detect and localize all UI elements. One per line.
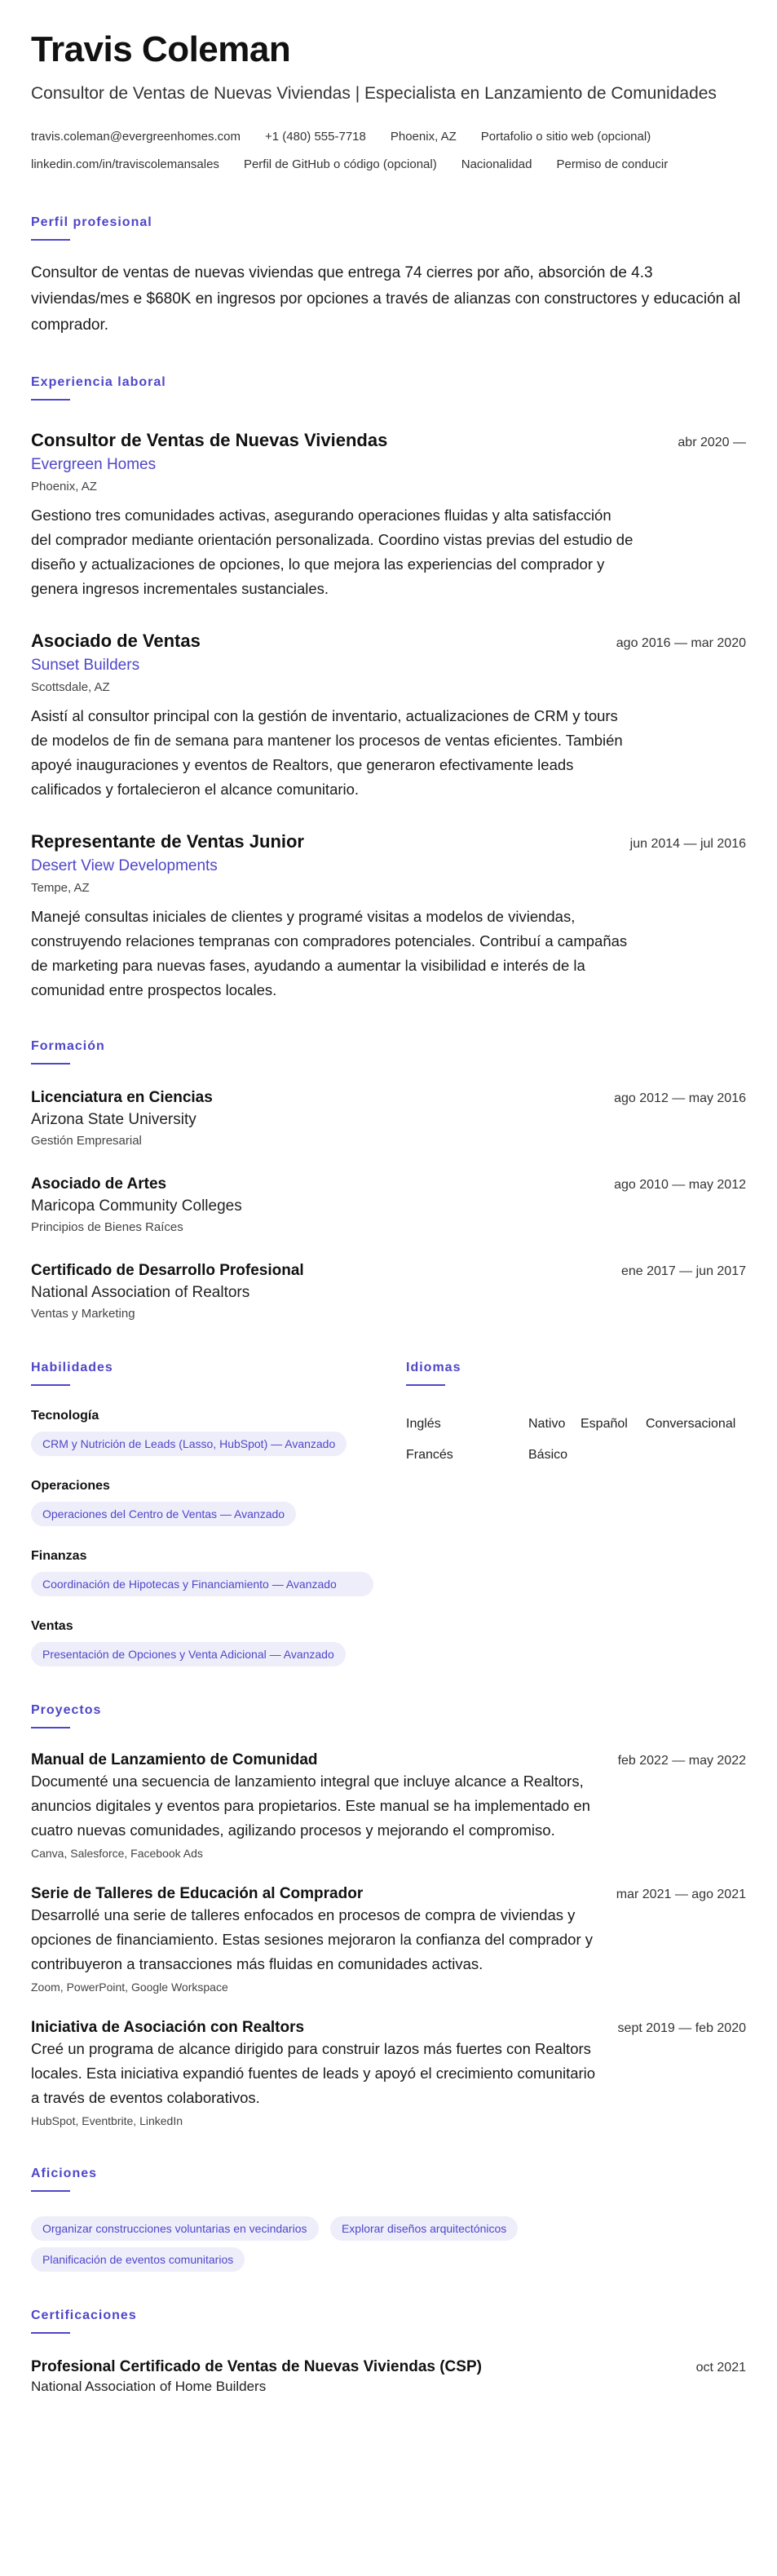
- project-entry: [31, 2019, 746, 2130]
- education-entry: [31, 1260, 746, 1324]
- section-title: Habilidades: [31, 1361, 113, 1374]
- hobby-chip: Explorar diseños arquitectónicos: [330, 2216, 518, 2241]
- experience-section: [31, 374, 746, 1003]
- project-date: sept 2019 — feb 2020: [617, 2021, 746, 2035]
- section-divider: [31, 1384, 70, 1386]
- education-institution: National Association of Realtors: [31, 1284, 250, 1301]
- project-tools: HubSpot, Eventbrite, LinkedIn: [31, 2114, 183, 2127]
- job-date: jun 2014 — jul 2016: [629, 837, 746, 851]
- profile-summary: Consultor de ventas de nuevas viviendas que entrega 74 cierres por año, absorción de 4.3 viviendas/mes e $680K en ingresos por opciones a través de alianzas con constructores y educación al comprador.: [31, 264, 741, 334]
- education-date: ago 2012 — may 2016: [614, 1091, 746, 1105]
- projects-section: [31, 1702, 746, 2130]
- project-description: Documenté una secuencia de lanzamiento integral que incluye alcance a Realtors, anuncios digitales y eventos para propietarios. Este manual se ha implementado en cuatro nuevas comunidades, agilizando procesos y mejorando el compromiso.: [31, 1773, 590, 1839]
- job-company[interactable]: Sunset Builders: [31, 657, 140, 674]
- contact-driving-license: Permiso de conducir: [556, 157, 669, 171]
- section-title: Idiomas: [406, 1361, 461, 1374]
- contact-list: [31, 123, 748, 179]
- skill-chip: Coordinación de Hipotecas y Financiamiento — Avanzado: [31, 1572, 373, 1596]
- skill-group: [31, 1547, 373, 1596]
- job-title: Representante de Ventas Junior: [31, 831, 304, 852]
- job-location: Scottsdale, AZ: [31, 680, 110, 694]
- education-field: Gestión Empresarial: [31, 1134, 142, 1148]
- section-title: Formación: [31, 1039, 105, 1053]
- project-title: Manual de Lanzamiento de Comunidad: [31, 1751, 318, 1768]
- education-degree: Asociado de Artes: [31, 1175, 167, 1193]
- contact-linkedin[interactable]: linkedin.com/in/traviscolemansales: [31, 157, 219, 171]
- contact-phone[interactable]: +1 (480) 555-7718: [265, 130, 366, 144]
- project-description: Desarrollé una serie de talleres enfocados en procesos de compra de viviendas y opciones de financiamiento. Estas sesiones mejoraron la confianza del comprador y contribuyeron a transacciones más fluidas en comunidades activas.: [31, 1906, 593, 1972]
- contact-github[interactable]: Perfil de GitHub o código (opcional): [243, 157, 437, 171]
- education-entry: [31, 1087, 746, 1151]
- language-level: Conversacional: [646, 1417, 736, 1431]
- skill-category: Tecnología: [31, 1409, 99, 1423]
- section-title: Certificaciones: [31, 2308, 137, 2322]
- project-date: mar 2021 — ago 2021: [616, 1888, 746, 1901]
- hobbies-section: [31, 2166, 746, 2272]
- section-divider: [31, 2190, 70, 2192]
- skill-chip: Operaciones del Centro de Ventas — Avanzado: [31, 1502, 296, 1526]
- job-entry: [31, 830, 746, 1003]
- section-divider: [406, 1384, 445, 1386]
- job-location: Phoenix, AZ: [31, 480, 97, 494]
- skill-chip: CRM y Nutrición de Leads (Lasso, HubSpot) — Avanzado: [31, 1432, 347, 1456]
- section-title: Experiencia laboral: [31, 375, 166, 389]
- skill-group: [31, 1407, 373, 1456]
- skill-category: Operaciones: [31, 1479, 110, 1493]
- hobby-list: [31, 2210, 748, 2272]
- skills-languages-row: [31, 1360, 746, 1666]
- skill-category: Ventas: [31, 1619, 73, 1633]
- job-company[interactable]: Desert View Developments: [31, 857, 218, 874]
- section-divider: [31, 1727, 70, 1728]
- language-name: Español: [581, 1417, 628, 1431]
- skill-group: [31, 1477, 373, 1526]
- job-entry: [31, 629, 746, 802]
- language-name: Inglés: [406, 1417, 441, 1431]
- certification-date: oct 2021: [695, 2361, 746, 2375]
- certification-entry: [31, 2358, 746, 2397]
- project-tools: Canva, Salesforce, Facebook Ads: [31, 1847, 203, 1860]
- language-name: Francés: [406, 1448, 453, 1462]
- education-field: Principios de Bienes Raíces: [31, 1220, 183, 1234]
- language-list: [406, 1409, 744, 1471]
- language-row: [406, 1440, 744, 1471]
- education-section: [31, 1038, 746, 1324]
- job-location: Tempe, AZ: [31, 881, 90, 895]
- education-field: Ventas y Marketing: [31, 1307, 135, 1321]
- project-date: feb 2022 — may 2022: [617, 1754, 746, 1768]
- section-divider: [31, 399, 70, 401]
- contact-location: Phoenix, AZ: [390, 130, 457, 144]
- project-entry: [31, 1751, 746, 1862]
- education-institution: Maricopa Community Colleges: [31, 1197, 242, 1215]
- project-description: Creé un programa de alcance dirigido para construir lazos más fuertes con Realtors locales. Esta iniciativa expandió fuentes de leads y apoyó el crecimiento comunitario a través de eventos colaborativos.: [31, 2040, 596, 2106]
- hobby-chip: Organizar construcciones voluntarias en vecindarios: [31, 2216, 319, 2241]
- project-entry: [31, 1885, 746, 1996]
- certification-title: Profesional Certificado de Ventas de Nuevas Viviendas (CSP): [31, 2358, 482, 2375]
- candidate-name: Travis Coleman: [31, 29, 291, 69]
- project-title: Iniciativa de Asociación con Realtors: [31, 2019, 305, 2036]
- education-institution: Arizona State University: [31, 1111, 196, 1128]
- project-title: Serie de Talleres de Educación al Comprador: [31, 1885, 364, 1902]
- education-degree: Certificado de Desarrollo Profesional: [31, 1262, 304, 1279]
- skill-chip: Presentación de Opciones y Venta Adicional — Avanzado: [31, 1642, 346, 1666]
- skills-section: [31, 1360, 373, 1666]
- hobby-chip: Planificación de eventos comunitarios: [31, 2247, 245, 2272]
- profile-section: [31, 215, 746, 339]
- section-title: Proyectos: [31, 1703, 102, 1717]
- section-title: Perfil profesional: [31, 215, 152, 229]
- project-tools: Zoom, PowerPoint, Google Workspace: [31, 1981, 228, 1994]
- job-date: abr 2020 —: [678, 436, 746, 449]
- job-title: Asociado de Ventas: [31, 631, 201, 651]
- language-level: Básico: [528, 1448, 568, 1462]
- education-degree: Licenciatura en Ciencias: [31, 1089, 213, 1106]
- education-date: ago 2010 — may 2012: [614, 1178, 746, 1192]
- certifications-section: [31, 2308, 746, 2397]
- job-company[interactable]: Evergreen Homes: [31, 456, 157, 473]
- education-date: ene 2017 — jun 2017: [620, 1264, 746, 1278]
- candidate-headline: Consultor de Ventas de Nuevas Viviendas | Especialista en Lanzamiento de Comunidades: [31, 84, 717, 103]
- language-level: Nativo: [528, 1417, 566, 1431]
- languages-section: [406, 1360, 744, 1666]
- job-entry: [31, 428, 746, 601]
- job-title: Consultor de Ventas de Nuevas Viviendas: [31, 430, 388, 450]
- language-row: [406, 1409, 744, 1440]
- certification-issuer: National Association of Home Builders: [31, 2379, 267, 2394]
- job-description: Asistí al consultor principal con la gestión de inventario, actualizaciones de CRM y tours de modelos de fin de semana para mantener los procesos de ventas eficientes. También apoyé inauguraciones y eventos de Realtors, que generaron efectivamente leads calificados y fortalecieron el alcance comunitario.: [31, 707, 623, 798]
- section-divider: [31, 1063, 70, 1064]
- skill-category: Finanzas: [31, 1549, 87, 1563]
- resume-header: [31, 29, 746, 179]
- section-divider: [31, 2332, 70, 2334]
- job-date: ago 2016 — mar 2020: [616, 636, 746, 650]
- contact-nationality: Nacionalidad: [461, 157, 532, 171]
- job-description: Gestiono tres comunidades activas, asegurando operaciones fluidas y alta satisfacción del comprador mediante orientación personalizada. Coordino vistas previas del estudio de diseño y actualizaciones de opciones, lo que mejora las experiencias del comprador y genera ingresos incrementales sustanciales.: [31, 507, 634, 597]
- contact-email[interactable]: travis.coleman@evergreenhomes.com: [31, 130, 241, 144]
- section-divider: [31, 239, 70, 241]
- job-description: Manejé consultas iniciales de clientes y programé visitas a modelos de viviendas, construyendo relaciones tempranas con compradores potenciales. Contribuí a campañas de marketing para nuevas fases, ayudando a aumentar la visibilidad e interés de la comunidad entre prospectos locales.: [31, 908, 628, 998]
- section-title: Aficiones: [31, 2167, 98, 2180]
- contact-portfolio[interactable]: Portafolio o sitio web (opcional): [480, 130, 651, 144]
- skill-group: [31, 1618, 373, 1666]
- education-entry: [31, 1174, 746, 1237]
